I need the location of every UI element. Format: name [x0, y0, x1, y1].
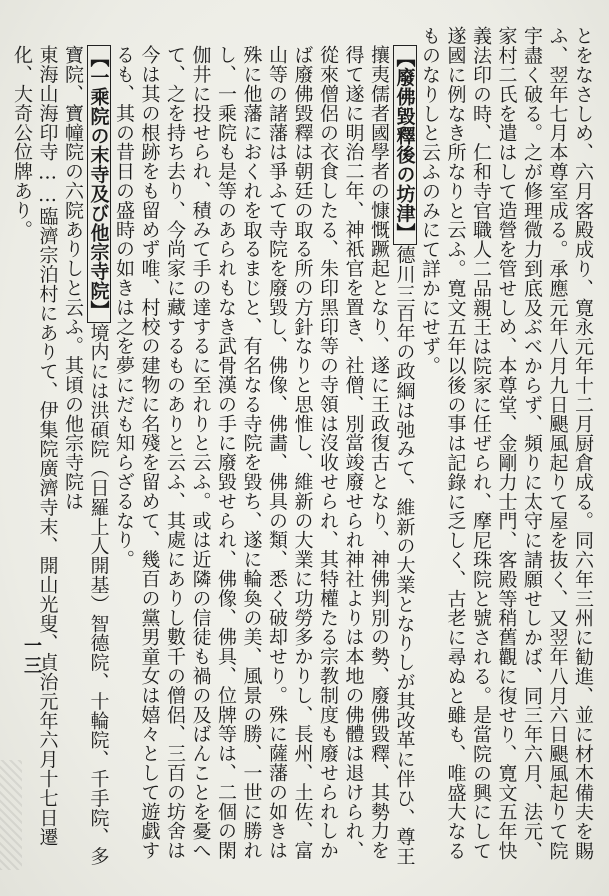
section-heading-haibutsu: 【廢佛毀釋後の坊津】 [393, 45, 417, 245]
page-number: 一三 [21, 636, 42, 676]
paragraph-haibutsu-text: 德川三百年の政綱は弛みて、維新の大業となりしが其改革に伴ひ、尊王攘夷儒者國學者の慷慨蹶起となり、遂に王政復古となり、神佛判別の勢、廢佛毀釋、其勢力を得て遂に明治二年、神祇官を置き、社僧、別當竣廢せられ神社よりは本地の佛體は退けられ、從來僧侶の衣食したる、朱印黑印等の寺領は沒收せられ、其特權たる宗教制度も廢せられしかば廢佛毀釋は朝廷の取る所の方針なりと思惟し、維新の大業に功勞多かりし、長州、土佐、富山等の諸藩は爭ふて寺院を廢毀し、佛像、佛畵、佛具の類、悉く破却せり。殊に薩藩の如きは殊に他藩におくれを取るまじと、有名なる寺院を毀ち、遂に輪奐の美、風景の勝、一世に勝れし、一乘院も是等のあられもなき武骨漢の手に廢毀せられ、佛像、佛具、位牌等は、二個の閑伽井に投せられ、積みて手の達するに至れりと云ふ。或は近隣の信徒も禍の及ばんことを憂へて、之を持ち去り、今尚家に藏するものありと云ふ、其處にありし數千の僧侶、三百の坊舍は今は其の根跡をも留めず唯、村校の建物に名殘を留めて、幾百の黨男童女は嬉々として遊戯するも、其の昔日の盛時の如きは之を夢にだも知らざるなり。 [113, 45, 416, 866]
paragraph-history: とをなさしめ、六月客殿成り、寛永元年十二月厨倉成る。同六年三州に勧進、並に材木備夫を賜ふ、翌年七月本尊室成る。承應元年八月九日颶風起りて屋を抜く、又翌年八月六日颶風起りて院宇盡く破る。之が修理微力到底及ぶべからず、頻りに太守に請願せしかば、同三年六月、法元、家村二氏を遣はして造營を管せしめ、本尊堂、金剛力士門、客殿等稍舊觀に復せり、寛文五年快義法印の時、仁和寺官職人二品親王は院家に任ぜられ、摩尼珠院と號される。是當院の興にして遂國に例なき所なりと云ふ。寛文五年以後の事は記錄に乏しく、古老に尋ぬと雖も、唯盛大なるものなりしと云ふのみにて詳かにせず。 [419, 26, 594, 861]
vertical-text-block [5, 26, 595, 872]
section-heading-branch-temples: 【一乘院の末寺及び他宗寺院】 [87, 45, 111, 323]
paragraph-branch-temples-text: 境内には洪碩院（日羅上人開基）智德院、十輪院、千手院、多寶院、寶幢院の六院ありしと云ふ。其頃の他宗寺院は [62, 45, 110, 866]
scan-edge-noise [0, 760, 22, 870]
paragraph-haibutsu [111, 26, 417, 872]
paragraph-kaiinji: 東海山海印寺……臨濟宗泊村にありて、伊集院廣濟寺末、開山光叟、貞治元年六月十七日遷化、大奇公位牌あり。 [11, 45, 59, 847]
paragraph-branch-temples [60, 26, 111, 872]
